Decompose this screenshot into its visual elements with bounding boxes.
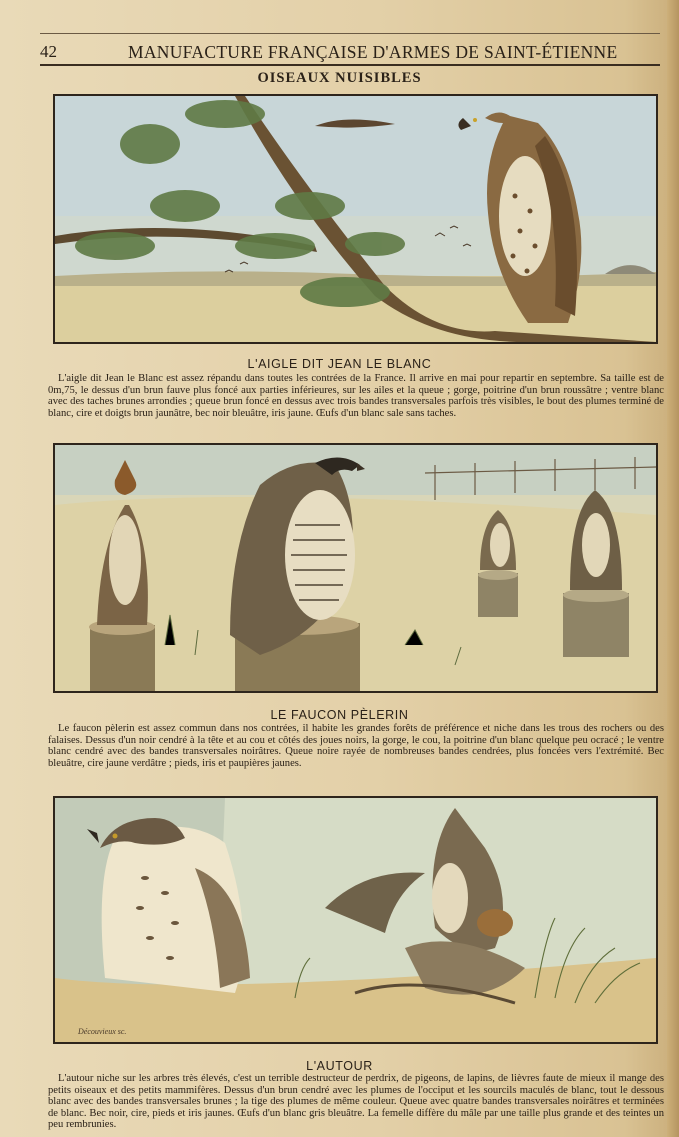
page-header	[40, 34, 660, 68]
entry-text-faucon: Le faucon pèlerin est assez commun dans nos contrées, il habite les grandes forêts de préférence et niche dans les trous des rochers ou des falaises. Dessus d'un noir cendré à la tête et au cou et côtés des joues noirs, la gorge, le cou, la poitrine d'un blanc quelque peu ocracé ; le ventre blanc cendré avec des bandes transversales noirâtres. Queue noire rayée de nombreuses bandes cendrées, plus foncées vers l'extrémité. Bec bleuâtre, cire jaune verdâtre ; pieds, iris et paupières jaunes.	[48, 723, 664, 769]
entry-title-faucon: LE FAUCON PÈLERIN	[270, 708, 409, 722]
illustration-autour	[53, 796, 658, 1044]
illustration-faucon	[53, 443, 658, 693]
page-edge	[667, 0, 679, 1137]
illustration-eagle	[53, 94, 658, 344]
running-title: MANUFACTURE FRANÇAISE D'ARMES DE SAINT-ÉTIENNE	[128, 42, 618, 62]
entry-title-autour: L'AUTOUR	[306, 1059, 373, 1073]
section-title: OISEAUX NUISIBLES	[257, 70, 422, 86]
header-rule	[40, 64, 660, 66]
entry-text-aigle: L'aigle dit Jean le Blanc est assez répandu dans toutes les contrées de la France. Il arrive en mai pour repartir en septembre. Sa taille est de 0m,75, le dessus d'un brun fauve plus foncé aux parties inférieures, sur les ailes et la queue ; gorge, poitrine d'un brun roussâtre ; ventre blanc avec des taches brunes arrondies ; queue brun foncé en dessus avec trois bandes transversales parfois très visibles, le bout des plumes terminé de blanc, cire et doigts brun jaunâtre, bec noir bleuâtre, iris jaune. Œufs d'un blanc sale sans taches.	[48, 373, 664, 419]
entry-text-autour: L'autour niche sur les arbres très élevés, c'est un terrible destructeur de perdrix, de pigeons, de lapins, de lièvres faute de mieux il mange des petits oiseaux et des petits mammifères. Dessus d'un brun cendré avec les plumes de l'occiput et les sourcils maculés de blanc, tout le dessous blanc avec des bandes transversales brunes ; la tige des plumes de même couleur. Queue avec quatre bandes transversales noirâtres et terminées de blanc. Bec noir, cire, pieds et iris jaunes. Œufs d'un blanc gris bleuâtre. La femelle diffère du mâle par une taille plus grande et des teintes un peu rembrunies.	[48, 1073, 664, 1131]
entry-title-aigle: L'AIGLE DIT JEAN LE BLANC	[247, 357, 432, 371]
page-number: 42	[40, 42, 57, 61]
plate-signature: Découvieux sc.	[78, 1027, 127, 1036]
